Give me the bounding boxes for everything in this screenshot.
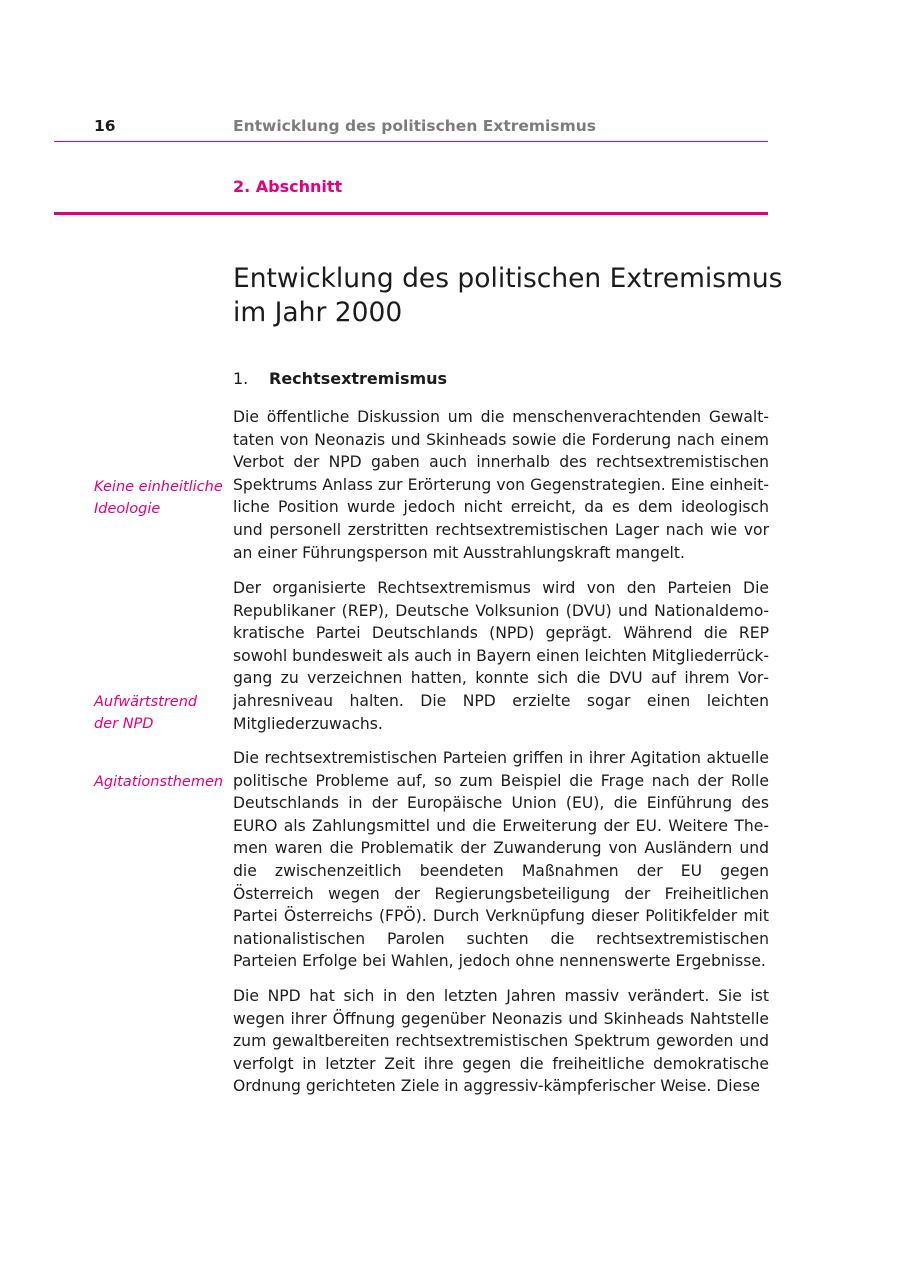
margin-note-line-1: Aufwärtstrend [94,694,198,710]
body-paragraph: Die öffentliche Diskussion um die menschenverachtenden Gewalttaten von Neonazis und Skinheads sowie die Forderung nach einem Verbot der NPD gaben auch innerhalb des rechtsextremistischen Spektrums Anlass zur Erörterung von Gegenstrategien. Eine einheitliche Position wurde jedoch nicht erreicht, da es dem ideologisch und personell zerstritten rechtsextremistischen Lager nach wie vor an einer Führungsperson mit Ausstrahlungskraft mangelt. [233,408,769,562]
running-head: Entwicklung des politischen Extremismus [233,117,597,135]
margin-note-line-2: der NPD [94,716,154,732]
chapter-title-line-2: im Jahr 2000 [233,297,403,328]
body-paragraph: Die rechtsextremistischen Parteien griffen in ihrer Agitation aktuelle politische Probleme auf, so zum Beispiel die Frage nach der Rolle Deutschlands in der Europäische Union (EU), die Einführung des EURO als Zahlungsmittel und die Erweiterung der EU. Weitere Themen waren die Problematik der Zuwanderung von Ausländern und die zwischenzeitlich beendeten Maßnahmen der EU gegen Österreich wegen der Regierungsbeteiligung der Freiheitlichen Partei Österreichs (FPÖ). Durch Verknüpfung dieser Politikfelder mit nationalistischen Parolen suchten die rechtsextremistischen Parteien Erfolge bei Wahlen, jedoch ohne nennenswerte Ergebnisse. [233,749,769,971]
body-paragraph: Der organisierte Rechtsextremismus wird von den Parteien Die Republikaner (REP), Deutsche Volksunion (DVU) und Nationaldemokratische Partei Deutschlands (NPD) geprägt. Während die REP sowohl bundesweit als auch in Bayern einen leichten Mitgliederrückgang zu verzeichnen hatten, konnte sich die DVU auf ihrem Vorjahresniveau halten. Die NPD erzielte sogar einen leichten Mitgliederzuwachs. [233,579,769,733]
margin-note-line-2: Ideologie [94,501,161,517]
margin-note-line-1: Agitationsthemen [94,774,224,790]
margin-note-line-1: Keine einheitliche [94,479,223,495]
subsection-heading [233,369,447,389]
page-number: 16 [94,117,116,135]
subsection-number: 1. [233,369,249,388]
margin-note [94,771,229,793]
section-divider [54,212,768,215]
body-paragraph: Die NPD hat sich in den letzten Jahren massiv verändert. Sie ist wegen ihrer Öffnung gegenüber Neonazis und Skinheads Nahtstelle zum gewaltbereiten rechtsextremistischen Spektrum geworden und verfolgt in letzter Zeit ihre gegen die freiheitliche demokratische Ordnung gerichteten Ziele in aggressiv-kämpferischer Weise. Diese [233,987,769,1096]
chapter-title-line-1: Entwicklung des politischen Extremismus [233,263,783,294]
margin-note [94,476,229,520]
subsection-title: Rechtsextremismus [269,369,448,388]
section-label: 2. Abschnitt [233,177,343,196]
header-divider [54,141,768,142]
margin-note [94,691,229,735]
chapter-title [233,262,793,330]
